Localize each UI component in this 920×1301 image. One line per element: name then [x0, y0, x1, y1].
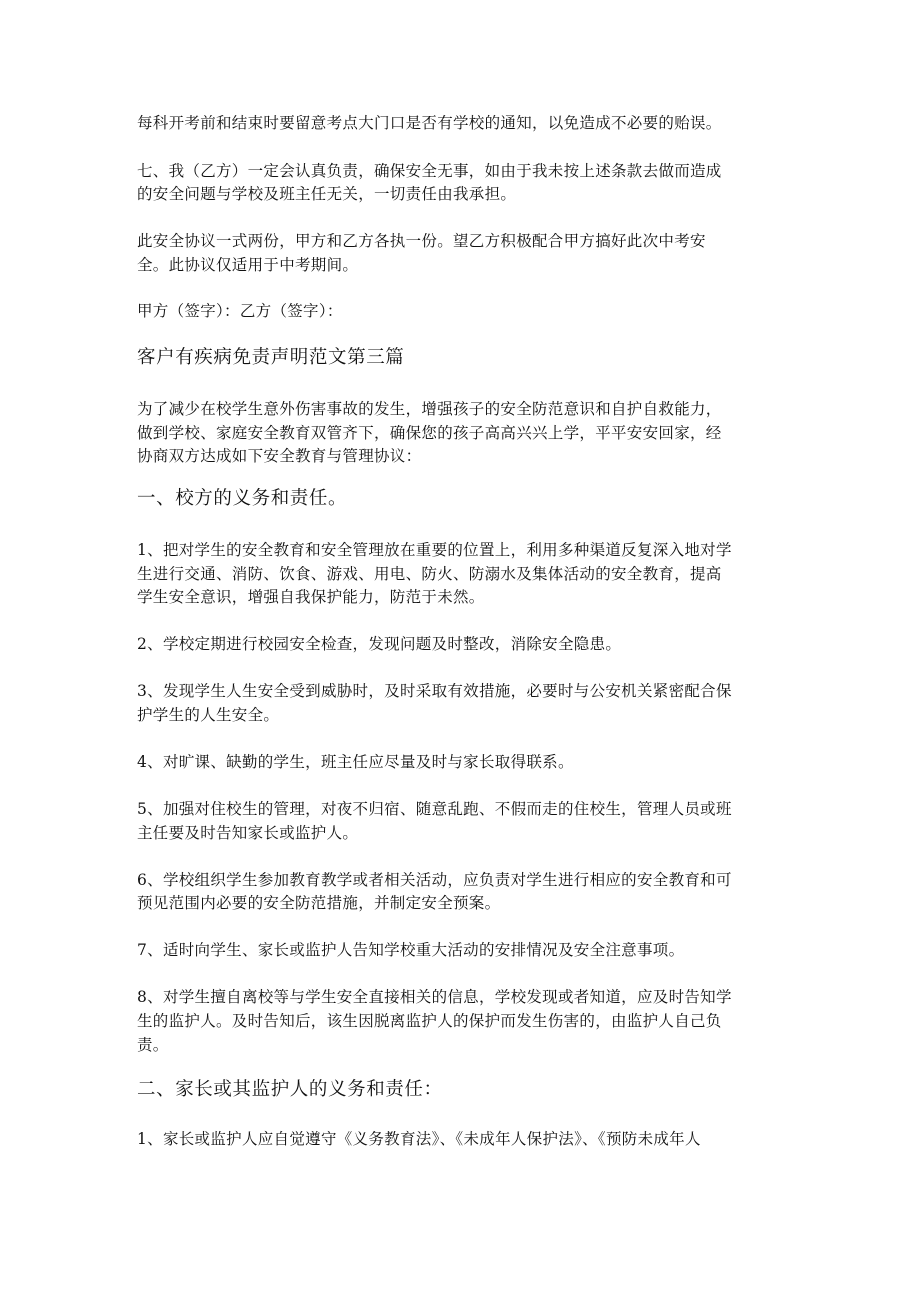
- paragraph-line: 七、我（乙方）一定会认真负责，确保安全无事，如由于我未按上述条款去做而造成: [137, 162, 722, 180]
- list-item-line: 预见范围内必要的安全防范措施，并制定安全预案。: [137, 894, 501, 912]
- paragraph-line: 全。此协议仅适用于中考期间。: [137, 256, 359, 274]
- list-item-line: 4、对旷课、缺勤的学生，班主任应尽量及时与家长取得联系。: [137, 753, 574, 771]
- list-item-line: 生的监护人。及时告知后，该生因脱离监护人的保护而发生伤害的，由监护人自己负: [137, 1012, 722, 1030]
- paragraph-line: 为了减少在校学生意外伤害事故的发生，增强孩子的安全防范意识和自护自救能力，: [137, 400, 722, 418]
- list-item-line: 主任要及时告知家长或监护人。: [137, 824, 359, 842]
- list-item-line: 7、适时向学生、家长或监护人告知学校重大活动的安排情况及安全注意事项。: [137, 941, 685, 959]
- list-item-line: 1、把对学生的安全教育和安全管理放在重要的位置上，利用多种渠道反复深入地对学: [137, 541, 732, 559]
- paragraph-line: 做到学校、家庭安全教育双管齐下，确保您的孩子高高兴兴上学，平平安安回家，经: [137, 424, 722, 442]
- paragraph-line: 协商双方达成如下安全教育与管理协议：: [137, 447, 422, 465]
- list-item-line: 5、加强对住校生的管理，对夜不归宿、随意乱跑、不假而走的住校生，管理人员或班: [137, 800, 732, 818]
- list-item-line: 责。: [137, 1036, 169, 1054]
- paragraph-line: 每科开考前和结束时要留意考点大门口是否有学校的通知，以免造成不必要的贻误。: [137, 114, 722, 132]
- section-heading: 二、家长或其监护人的义务和责任：: [137, 1079, 443, 1100]
- signature-line: 甲方（签字）：乙方（签字）：: [137, 302, 343, 320]
- section-heading: 一、校方的义务和责任。: [137, 488, 348, 509]
- list-item-line: 1、家长或监护人应自觉遵守《义务教育法》、《未成年人保护法》、《预防未成年人: [137, 1130, 701, 1148]
- list-item-line: 8、对学生擅自离校等与学生安全直接相关的信息，学校发现或者知道，应及时告知学: [137, 988, 732, 1006]
- paragraph-line: 的安全问题与学校及班主任无关，一切责任由我承担。: [137, 185, 517, 203]
- section-title: 客户有疾病免责声明范文第三篇: [137, 347, 405, 368]
- paragraph-line: 此安全协议一式两份，甲方和乙方各执一份。望乙方积极配合甲方搞好此次中考安: [137, 232, 706, 250]
- list-item-line: 生进行交通、消防、饮食、游戏、用电、防火、防溺水及集体活动的安全教育，提高: [137, 565, 722, 583]
- list-item-line: 2、学校定期进行校园安全检查，发现问题及时整改，消除安全隐患。: [137, 635, 622, 653]
- list-item-line: 学生安全意识，增强自我保护能力，防范于未然。: [137, 588, 485, 606]
- list-item-line: 6、学校组织学生参加教育教学或者相关活动，应负责对学生进行相应的安全教育和可: [137, 871, 732, 889]
- list-item-line: 3、发现学生人生安全受到威胁时，及时采取有效措施，必要时与公安机关紧密配合保: [137, 682, 732, 700]
- list-item-line: 护学生的人生安全。: [137, 706, 280, 724]
